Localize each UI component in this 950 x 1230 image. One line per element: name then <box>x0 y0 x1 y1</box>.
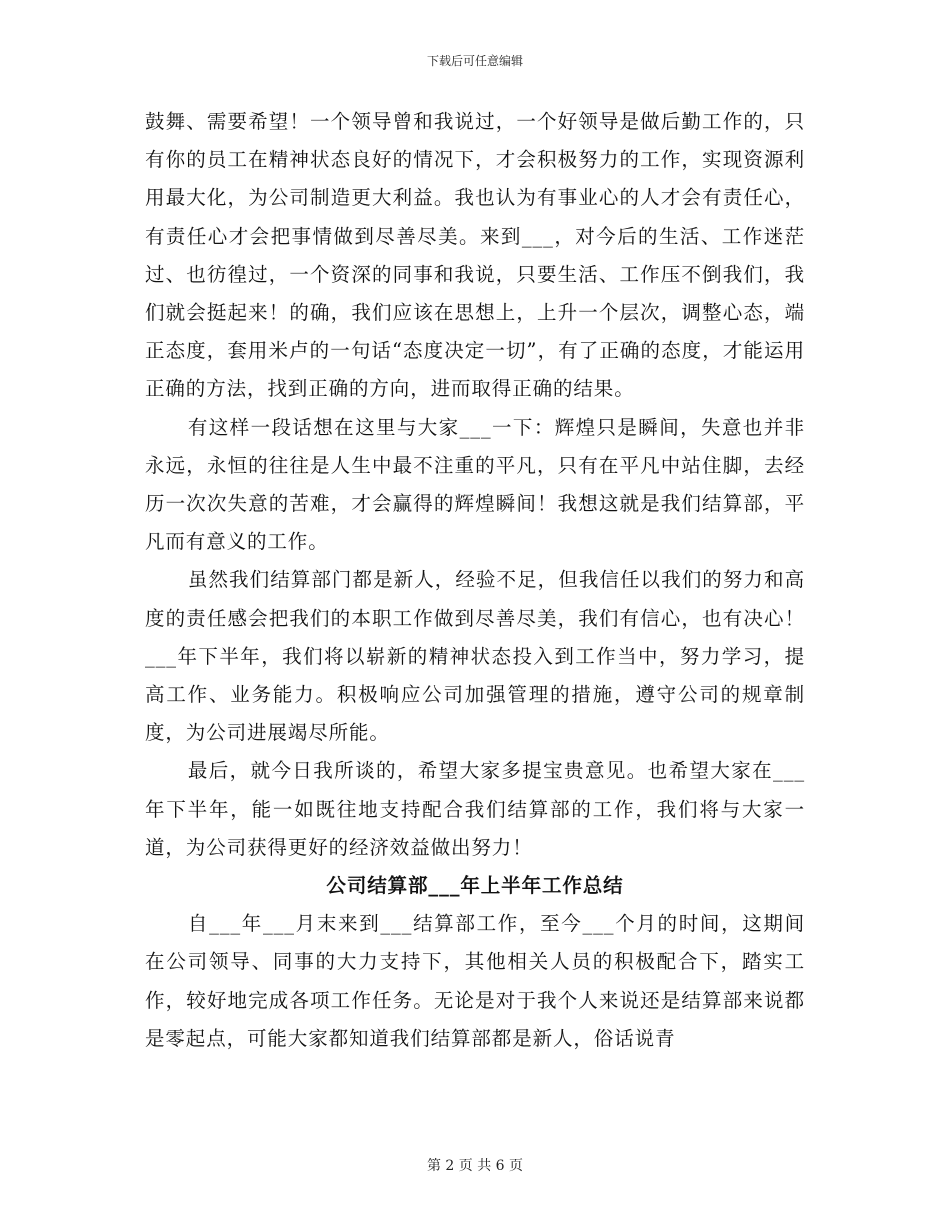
page-number: 第 2 页 共 6 页 <box>426 1158 524 1174</box>
paragraph-closing: 最后，就今日我所谈的，希望大家多提宝贵意见。也希望大家在___年下半年，能一如既往地支持配合我们结算部的工作，我们将与大家一道，为公司获得更好的经济效益做出努力！ <box>145 759 805 859</box>
paragraph-continuation: 鼓舞、需要希望！一个领导曾和我说过，一个好领导是做后勤工作的，只有你的员工在精神状态良好的情况下，才会积极努力的工作，实现资源利用最大化，为公司制造更大利益。我也认为有事业心的人才会有责任心，有责任心才会把事情做到尽善尽美。来到___，对今后的生活、工作迷茫过、也彷徨过，一个资深的同事和我说，只要生活、工作压不倒我们，我们就会挺起来！的确，我们应该在思想上，上升一个层次，调整心态，端正态度，套用米卢的一句话“态度决定一切”，有了正确的态度，才能运用正确的方法，找到正确的方向，进而取得正确的结果。 <box>145 110 805 401</box>
paragraph-section-intro: 自___年___月末来到___结算部工作，至今___个月的时间，这期间在公司领导、同事的大力支持下，其他相关人员的积极配合下，踏实工作，较好地完成各项工作任务。无论是对于我个人来说还是结算部来说都是零起点，可能大家都知道我们结算部都是新人，俗话说青 <box>145 912 805 1050</box>
paragraph-confidence: 虽然我们结算部门都是新人，经验不足，但我信任以我们的努力和高度的责任感会把我们的本职工作做到尽善尽美，我们有信心，也有决心！___年下半年，我们将以崭新的精神状态投入到工作当中，努力学习，提高工作、业务能力。积极响应公司加强管理的措施，遵守公司的规章制度，为公司进展竭尽所能。 <box>145 568 805 745</box>
paragraph-brilliance-quote: 有这样一段话想在这里与大家___一下：辉煌只是瞬间，失意也并非永远，永恒的往往是人生中最不注重的平凡，只有在平凡中站住脚，去经历一次次失意的苦难，才会赢得的辉煌瞬间！我想这就是我们结算部，平凡而有意义的工作。 <box>145 415 805 554</box>
document-body <box>145 103 805 1058</box>
page-header-note: 下载后可任意编辑 <box>426 54 523 68</box>
section-title: 公司结算部___年上半年工作总结 <box>326 874 624 898</box>
